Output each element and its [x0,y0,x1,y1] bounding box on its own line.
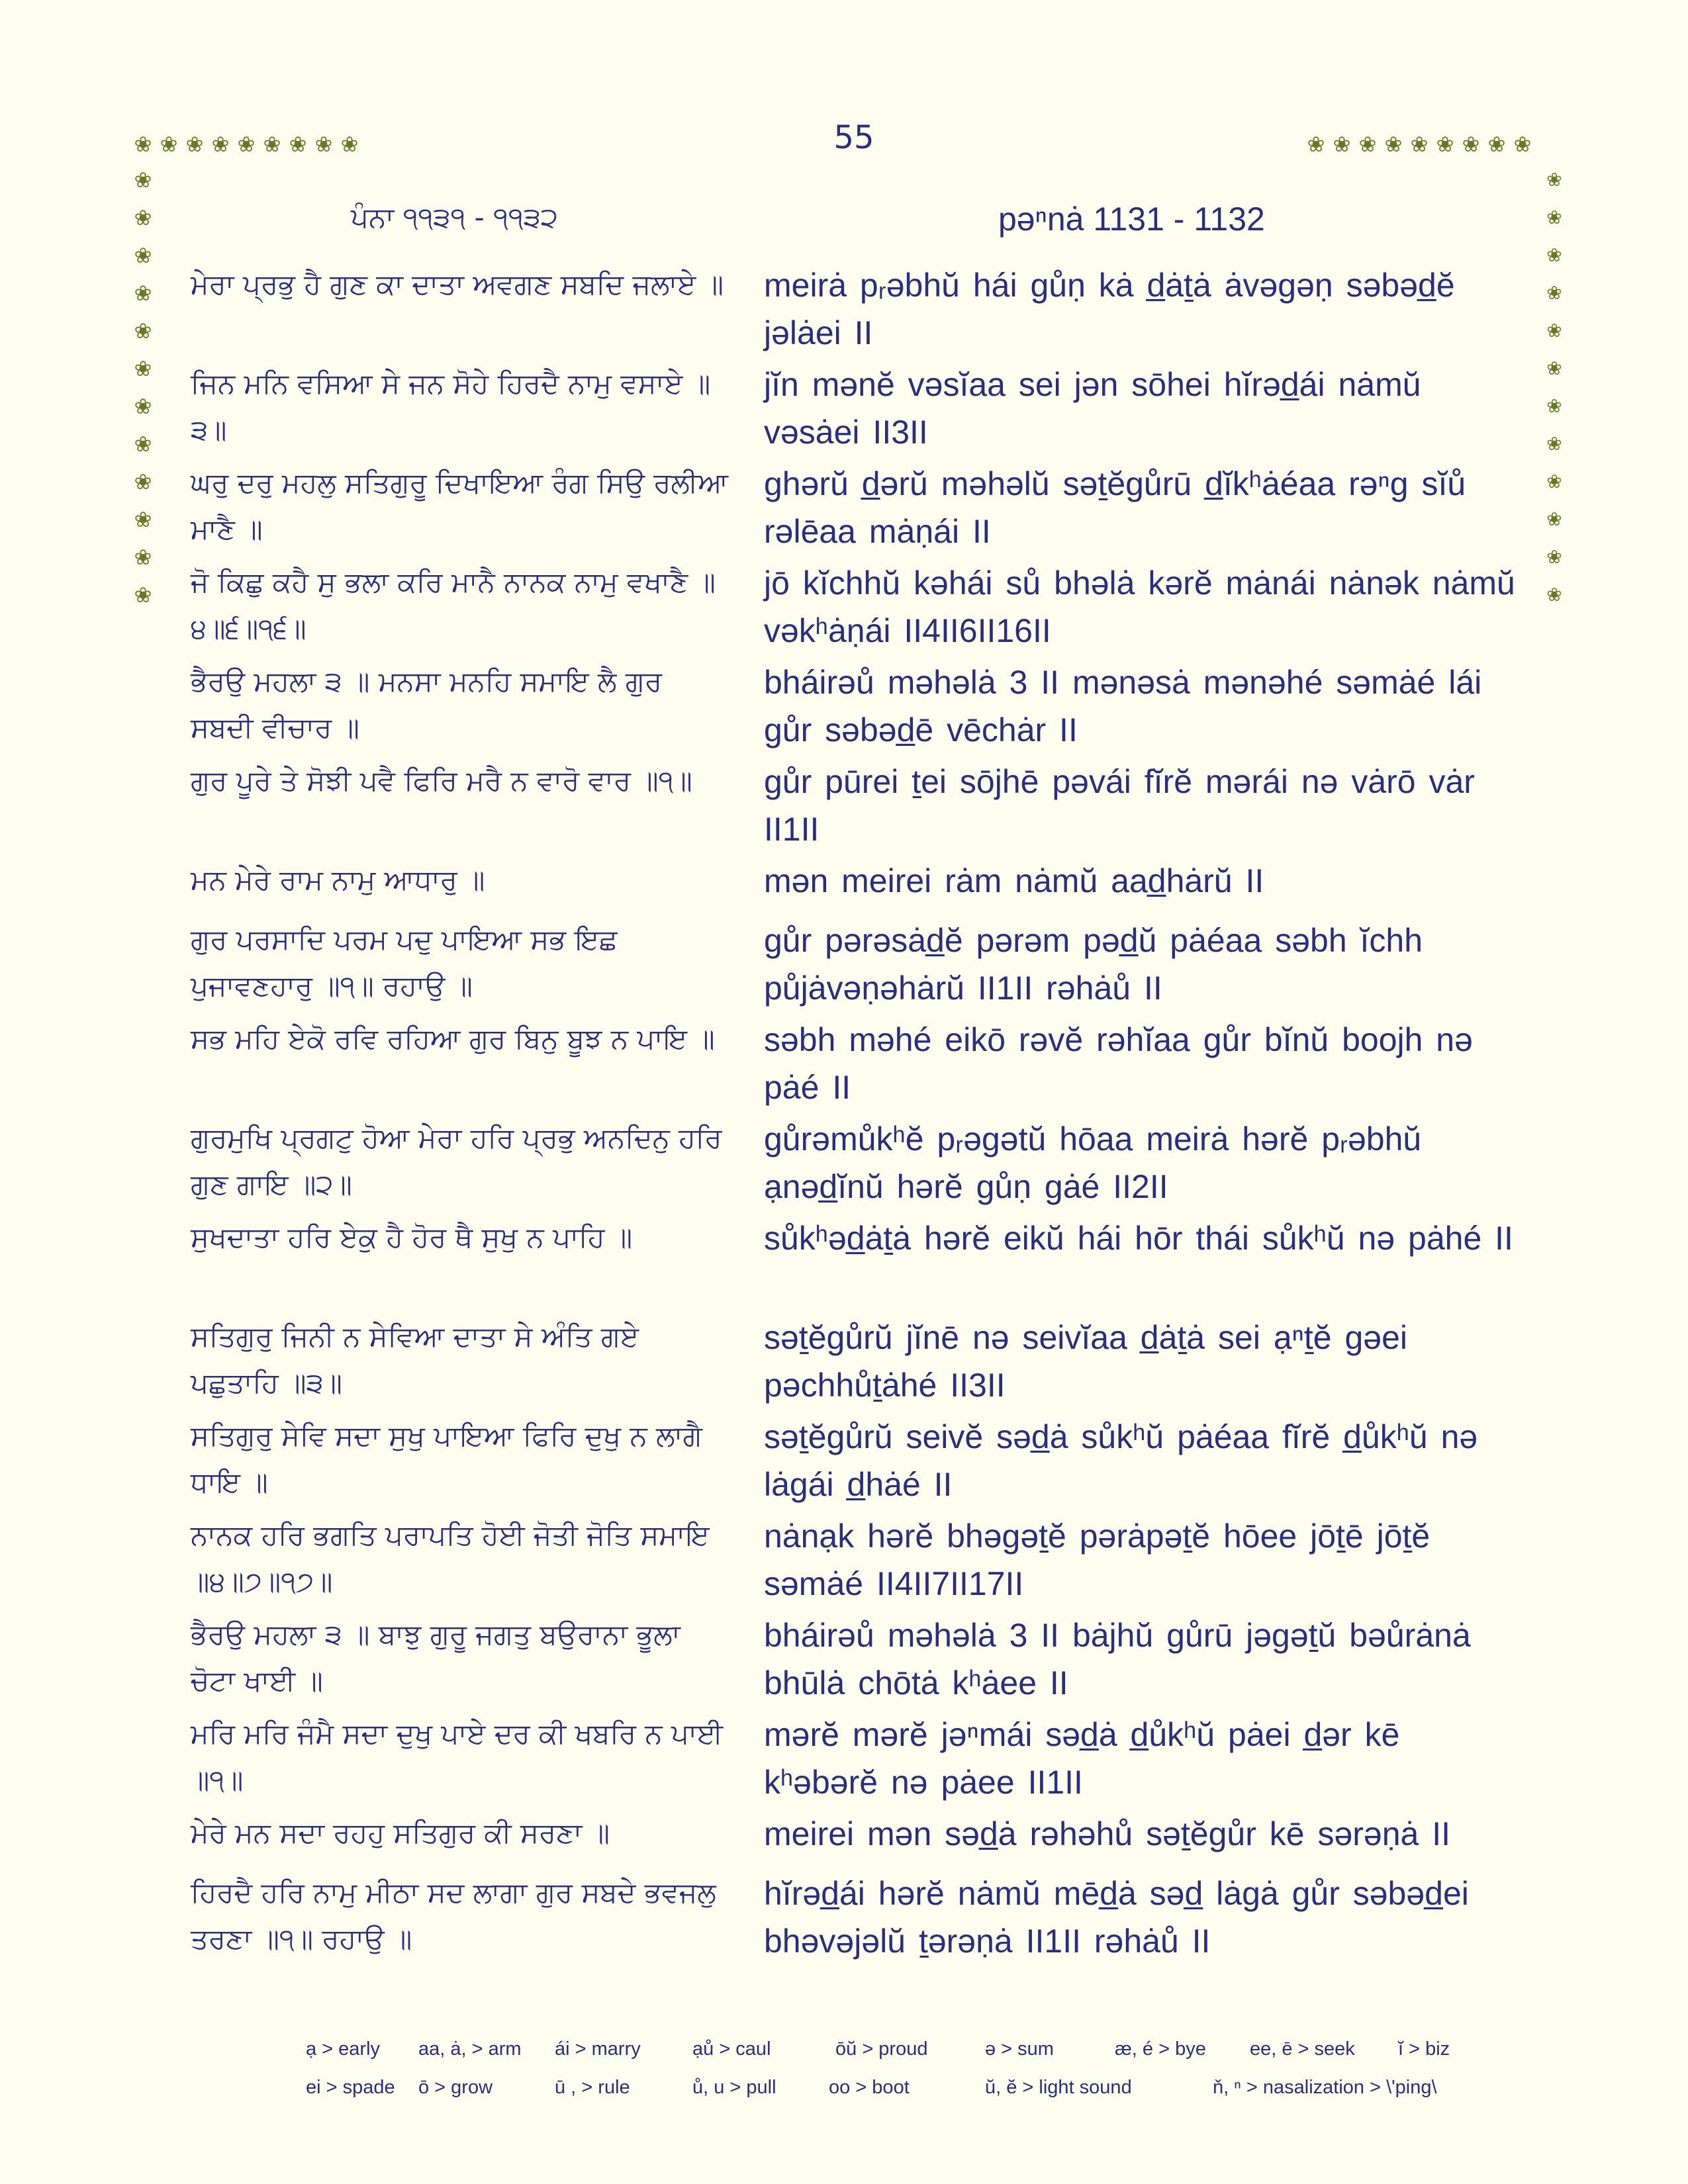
page-header-gurmukhi: ਪੰਨਾ ੧੧੩੧ - ੧੧੩੨ [351,201,558,234]
legend-item: ō > grow [418,2077,493,2098]
legend-item: ə > sum [985,2038,1054,2060]
page-number: 55 [833,119,874,156]
verse-gurmukhi: ਸੁਖਦਾਤਾ ਹਰਿ ਏਕੁ ਹੈ ਹੋਰ ਥੈ ਸੁਖੁ ਨ ਪਾਹਿ ॥ [191,1221,633,1253]
verse-transliteration: gůr pūrei ṯei sōjhē pəvái fĭrĕ mərái nə vȧrō vȧr II1II [764,763,1475,848]
verse-transliteration: səṯĕgůrŭ jĭnē nə seivĭaa d̲ȧṯȧ sei ạⁿṯĕ gəei pəchhůṯȧhé II3II [764,1319,1407,1404]
flower-icon: ❀ [1546,584,1562,606]
verse-gurmukhi: ਮੇਰਾ ਪ੍ਰਭੁ ਹੈ ਗੁਣ ਕਾ ਦਾਤਾ ਅਵਗਣ ਸਬਦਿ ਜਲਾਏ ॥ [191,268,724,300]
ornament-border-right [1544,169,1565,606]
verse-gurmukhi: ਹਿਰਦੈ ਹਰਿ ਨਾਮੁ ਮੀਠਾ ਸਦ ਲਾਗਾ ਗੁਰ ਸਬਦੇ ਭਵਜਲੁ ਤਰਣਾ ॥੧॥ ਰਹਾਉ ॥ [191,1876,716,1955]
verse-gurmukhi: ਸਭ ਮਹਿ ਏਕੋ ਰਵਿ ਰਹਿਆ ਗੁਰ ਬਿਨੁ ਬੂਝ ਨ ਪਾਇ ॥ [191,1023,715,1055]
flower-icon: ❀ [263,132,281,157]
legend-item: aa, ȧ, > arm [418,2038,522,2060]
verse-gurmukhi: ਮਰਿ ਮਰਿ ਜੰਮੈ ਸਦਾ ਦੁਖੁ ਪਾਏ ਦਰ ਕੀ ਖਬਰਿ ਨ ਪਾਈ ॥੧॥ [191,1717,724,1796]
legend-item: ạů > caul [692,2038,771,2060]
verse-transliteration: gůrəmůkʰĕ pᵣəgətŭ hōaa meirȧ hərĕ pᵣəbhŭ ạnəd̲ĭnŭ hərĕ gůṇ gȧé II2II [764,1120,1422,1205]
flower-icon: ❀ [1546,546,1562,568]
verse-transliteration: bháirəů məhəlȧ 3 II mənəsȧ mənəhé səmȧé lái gůr səbəd̲ē vēchȧr II [764,664,1482,749]
page-header-transliteration: pəⁿnȧ 1131 - 1132 [998,201,1265,238]
verse-transliteration: mən meirei rȧm nȧmŭ aad̲hȧrŭ II [764,862,1264,899]
legend-item: ů, u > pull [692,2077,776,2098]
legend-item: ň, ⁿ > nasalization > \'ping\ [1213,2077,1437,2098]
flower-icon: ❀ [1307,132,1325,157]
verse-transliteration: jĭn mənĕ vəsĭaa sei jən sōhei hĭrəd̲ái nȧmŭ vəsȧei II3II [764,366,1421,451]
flower-icon: ❀ [1487,132,1506,157]
ornament-border-left [132,169,154,606]
legend-item: ái > marry [555,2038,641,2060]
flower-icon: ❀ [1546,320,1562,341]
flower-icon: ❀ [1546,471,1562,492]
flower-icon: ❀ [1546,244,1562,266]
verse-transliteration: bháirəů məhəlȧ 3 II bȧjhŭ gůrū jəgəṯŭ bəůrȧnȧ bhūlȧ chōtȧ kʰȧee II [764,1617,1471,1702]
verse-gurmukhi: ਭੈਰਉ ਮਹਲਾ ੩ ॥ ਮਨਸਾ ਮਨਹਿ ਸਮਾਇ ਲੈ ਗੁਰ ਸਬਦੀ ਵੀਚਾਰ ॥ [191,665,663,744]
verse-gurmukhi: ਸਤਿਗੁਰੁ ਸੇਵਿ ਸਦਾ ਸੁਖੁ ਪਾਇਆ ਫਿਰਿ ਦੁਖੁ ਨ ਲਾਗੈ ਧਾਇ ॥ [191,1420,702,1498]
verse-transliteration: səṯĕgůrŭ seivĕ səd̲ȧ sůkʰŭ pȧéaa fĭrĕ d̲ůkʰŭ nə lȧgái d̲hȧé II [764,1418,1478,1503]
flower-icon: ❀ [134,281,152,306]
flower-icon: ❀ [134,545,152,570]
verse-transliteration: gůr pərəsȧd̲ĕ pərəm pəd̲ŭ pȧéaa səbh ĭchh půjȧvəṇəhȧrŭ II1II rəhȧů II [764,922,1423,1007]
flower-icon: ❀ [1546,395,1562,417]
flower-icon: ❀ [134,132,152,157]
verse-transliteration: jō kĭchhŭ kəhái sů bhəlȧ kərĕ mȧnái nȧnək nȧmŭ vəkʰȧṇái II4II6II16II [764,565,1515,649]
flower-icon: ❀ [134,205,152,230]
flower-icon: ❀ [1546,169,1562,191]
flower-icon: ❀ [340,132,359,157]
verse-transliteration: sůkʰəd̲ȧṯȧ hərĕ eikŭ hái hōr thái sůkʰŭ nə pȧhé II [764,1220,1513,1257]
verse-gurmukhi: ਨਾਨਕ ਹਰਿ ਭਗਤਿ ਪਰਾਪਤਿ ਹੋਈ ਜੋਤੀ ਜੋਤਿ ਸਮਾਇ ॥੪॥੭॥੧੭॥ [191,1519,710,1598]
verse-gurmukhi: ਘਰੁ ਦਰੁ ਮਹਲੁ ਸਤਿਗੁਰੂ ਦਿਖਾਇਆ ਰੰਗ ਸਿਉ ਰਲੀਆ ਮਾਣੈ ॥ [191,467,729,545]
verse-transliteration: meirȧ pᵣəbhŭ hái gůṇ kȧ d̲ȧṯȧ ȧvəgəṇ səbəd̲ĕ jəlȧei II [764,267,1455,351]
flower-icon: ❀ [134,318,152,343]
verse-gurmukhi: ਗੁਰਮੁਖਿ ਪ੍ਰਗਟੁ ਹੋਆ ਮੇਰਾ ਹਰਿ ਪ੍ਰਭੁ ਅਨਦਿਨੁ ਹਰਿ ਗੁਣ ਗਾਇ ॥੨॥ [191,1122,722,1201]
flower-icon: ❀ [1410,132,1429,157]
flower-icon: ❀ [134,243,152,268]
ornament-border-top-left [132,134,360,155]
flower-icon: ❀ [1546,282,1562,304]
flower-icon: ❀ [1462,132,1480,157]
flower-icon: ❀ [1546,206,1562,228]
flower-icon: ❀ [160,132,178,157]
verse-gurmukhi: ਜਿਨ ਮਨਿ ਵਸਿਆ ਸੇ ਜਨ ਸੋਹੇ ਹਿਰਦੈ ਨਾਮੁ ਵਸਾਏ ॥੩॥ [191,367,711,446]
legend-item: ū , > rule [555,2077,630,2098]
flower-icon: ❀ [134,469,152,494]
flower-icon: ❀ [1546,357,1562,379]
flower-icon: ❀ [1384,132,1403,157]
ornament-border-top-right [1305,134,1533,155]
verse-gurmukhi: ਭੈਰਉ ਮਹਲਾ ੩ ॥ ਬਾਝੁ ਗੁਰੂ ਜਗਤੁ ਬਉਰਾਨਾ ਭੂਲਾ ਚੋਟਾ ਖਾਈ ॥ [191,1618,680,1697]
flower-icon: ❀ [134,167,152,193]
flower-icon: ❀ [185,132,204,157]
flower-icon: ❀ [1546,433,1562,455]
flower-icon: ❀ [211,132,230,157]
flower-icon: ❀ [1333,132,1351,157]
flower-icon: ❀ [314,132,333,157]
verse-transliteration: nȧnạk hərĕ bhəgəṯĕ pərȧpəṯĕ hōee jōṯē jōṯĕ səmȧé II4II7II17II [764,1518,1430,1602]
flower-icon: ❀ [134,582,152,608]
flower-icon: ❀ [1436,132,1454,157]
legend-item: ŭ, ĕ > light sound [985,2077,1132,2098]
flower-icon: ❀ [1546,508,1562,530]
verse-transliteration: hĭrəd̲ái hərĕ nȧmŭ mēd̲ȧ səd̲ lȧgȧ gůr səbəd̲ei bhəvəjəlŭ ṯərəṇȧ II1II rəhȧů II [764,1875,1469,1960]
flower-icon: ❀ [1513,132,1532,157]
flower-icon: ❀ [134,394,152,419]
legend-item: oo > boot [829,2077,910,2098]
flower-icon: ❀ [237,132,256,157]
verse-transliteration: meirei mən səd̲ȧ rəhəhů səṯĕgůr kē sərəṇȧ II [764,1815,1450,1852]
flower-icon: ❀ [1358,132,1377,157]
legend-item: ei > spade [306,2077,395,2098]
legend-item: æ, é > bye [1115,2038,1206,2060]
legend-item: ōŭ > proud [835,2038,928,2060]
legend-item: ee, ē > seek [1250,2038,1355,2060]
verse-gurmukhi: ਗੁਰ ਪਰਸਾਦਿ ਪਰਮ ਪਦੁ ਪਾਇਆ ਸਭ ਇਛ ਪੁਜਾਵਣਹਾਰੁ ॥੧॥ ਰਹਾਉ ॥ [191,923,618,1002]
verse-gurmukhi: ਮਨ ਮੇਰੇ ਰਾਮ ਨਾਮੁ ਆਧਾਰੁ ॥ [191,864,485,896]
verse-gurmukhi: ਮੇਰੇ ਮਨ ਸਦਾ ਰਹਹੁ ਸਤਿਗੁਰ ਕੀ ਸਰਣਾ ॥ [191,1817,610,1849]
flower-icon: ❀ [134,356,152,381]
legend-item: ạ > early [306,2038,381,2060]
verse-gurmukhi: ਜੋ ਕਿਛੁ ਕਹੈ ਸੁ ਭਲਾ ਕਰਿ ਮਾਨੈ ਨਾਨਕ ਨਾਮੁ ਵਖਾਣੈ ॥੪॥੬॥੧੬॥ [191,566,716,645]
verse-gurmukhi: ਸਤਿਗੁਰੁ ਜਿਨੀ ਨ ਸੇਵਿਆ ਦਾਤਾ ਸੇ ਅੰਤਿ ਗਏ ਪਛੁਤਾਹਿ ॥੩॥ [191,1320,639,1399]
flower-icon: ❀ [134,507,152,532]
verse-transliteration: mərĕ mərĕ jəⁿmái səd̲ȧ d̲ůkʰŭ pȧei d̲ər kē kʰəbərĕ nə pȧee II1II [764,1716,1400,1801]
legend-item: ĭ > biz [1398,2038,1450,2060]
flower-icon: ❀ [134,432,152,457]
flower-icon: ❀ [289,132,307,157]
verse-gurmukhi: ਗੁਰ ਪੂਰੇ ਤੇ ਸੋਝੀ ਪਵੈ ਫਿਰਿ ਮਰੈ ਨ ਵਾਰੋ ਵਾਰ ॥੧॥ [191,764,692,797]
verse-transliteration: ghərŭ d̲ərŭ məhəlŭ səṯĕgůrū d̲ĭkʰȧéaa rəⁿg sĭů rəlēaa mȧṇái II [764,465,1466,550]
verse-transliteration: səbh məhé eikō rəvĕ rəhĭaa gůr bĭnŭ boojh nə pȧé II [764,1021,1473,1106]
